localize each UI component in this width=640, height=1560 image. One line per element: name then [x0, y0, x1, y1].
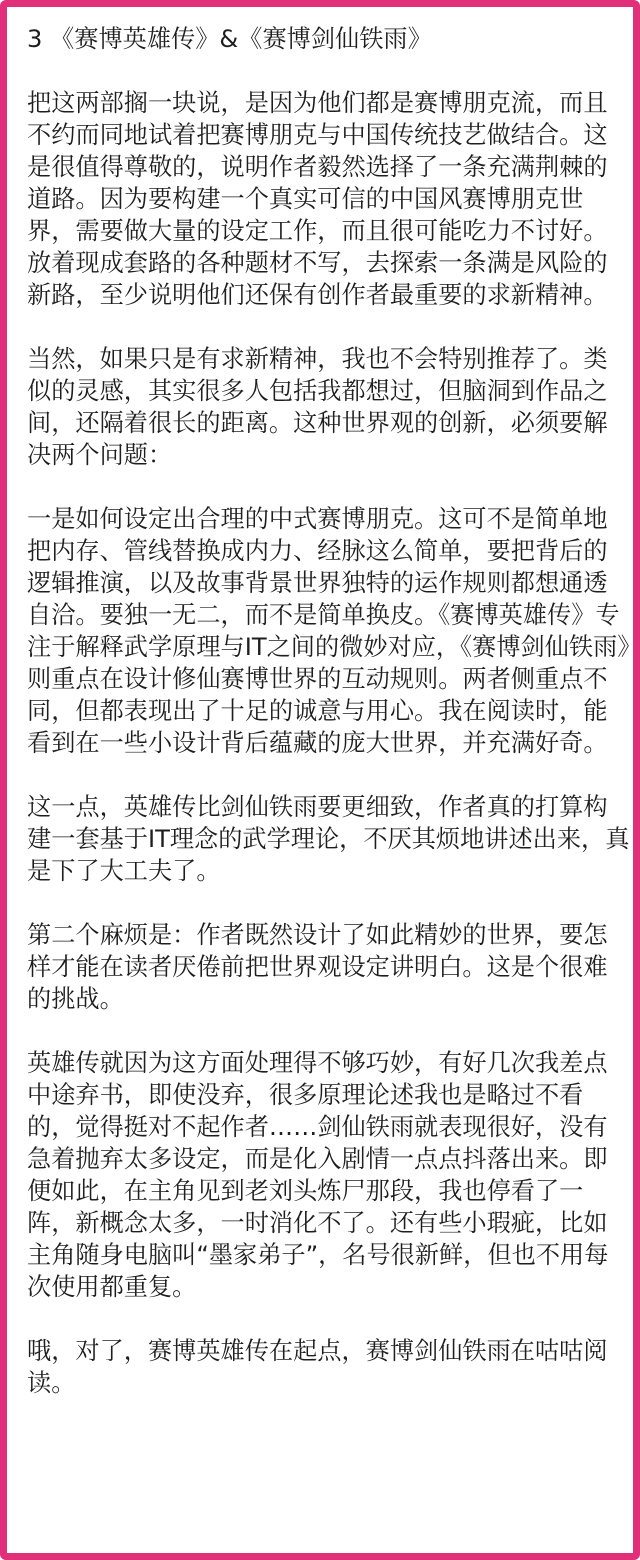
article-body	[27, 23, 631, 1399]
paragraph-comparison: 这一点，英雄传比剑仙铁雨要更细致，作者真的打算构建一套基于IT理念的武学理论，不厌其烦地讲述出来，真是下了大工夫了。	[27, 793, 630, 885]
paragraph-platforms: 哦，对了，赛博英雄传在起点，赛博剑仙铁雨在咕咕阅读。	[27, 1337, 608, 1397]
article-title: 3 《赛博英雄传》&《赛博剑仙铁雨》	[27, 25, 432, 53]
paragraph-intro: 把这两部搁一块说，是因为他们都是赛博朋克流，而且不约而同地试着把赛博朋克与中国传统技艺做结合。这是很值得尊敬的，说明作者毅然选择了一条充满荆棘的道路。因为要构建一个真实可信的中国风赛博朋克世界，需要做大量的设定工作，而且很可能吃力不讨好。放着现成套路的各种题材不写，去探索一条满是风险的新路，至少说明他们还保有创作者最重要的求新精神。	[27, 89, 608, 309]
paragraph-pacing: 英雄传就因为这方面处理得不够巧妙，有好几次我差点中途弃书，即使没弃，很多原理论述我也是略过不看的，觉得挺对不起作者……剑仙铁雨就表现很好，没有急着抛弃太多设定，而是化入剧情一点点抖落出来。即便如此，在主角见到老刘头炼尸那段，我也停看了一阵，新概念太多，一时消化不了。还有些小瑕疵，比如主角随身电脑叫“墨家弟子”，名号很新鲜，但也不用每次使用都重复。	[27, 1049, 609, 1301]
paragraph-problem-two: 第二个麻烦是：作者既然设计了如此精妙的世界，要怎样才能在读者厌倦前把世界观设定讲明白。这是个很难的挑战。	[27, 921, 608, 1013]
paragraph-novelty: 当然，如果只是有求新精神，我也不会特别推荐了。类似的灵感，其实很多人包括我都想过，但脑洞到作品之间，还隔着很长的距离。这种世界观的创新，必须要解决两个问题：	[27, 345, 608, 469]
paragraph-problem-one: 一是如何设定出合理的中式赛博朋克。这可不是简单地把内存、管线替换成内力、经脉这么简单，要把背后的逻辑推演，以及故事背景世界独特的运作规则都想通透自洽。要独一无二，而不是简单换皮。《赛博英雄传》专注于解释武学原理与IT之间的微妙对应，《赛博剑仙铁雨》则重点在设计修仙赛博世界的互动规则。两者侧重点不同，但都表现出了十足的诚意与用心。我在阅读时，能看到在一些小设计背后蕴藏的庞大世界，并充满好奇。	[27, 505, 630, 757]
